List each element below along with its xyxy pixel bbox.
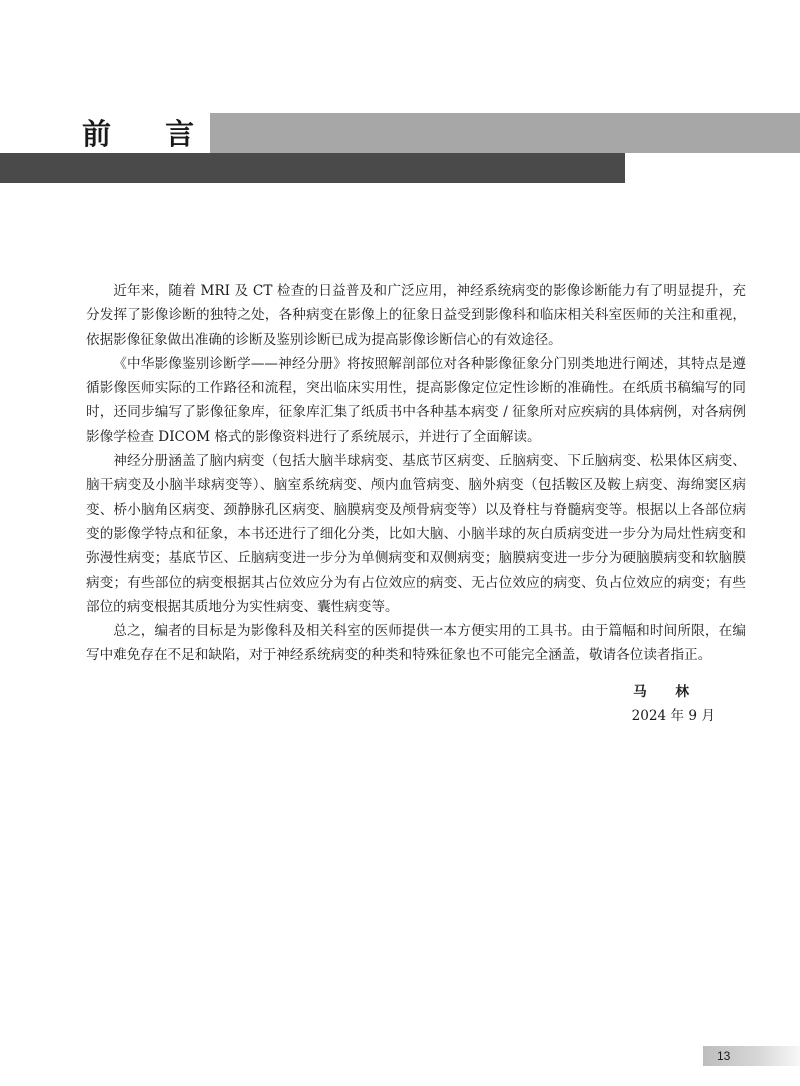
page-title: 前 言 (82, 117, 217, 151)
header-gray-band (210, 113, 800, 153)
paragraph-1: 近年来，随着 MRI 及 CT 检查的日益普及和广泛应用，神经系统病变的影像诊断能力有了明显提升，充分发挥了影像诊断的独特之处，各种病变在影像上的征象日益受到影像科和临床相关科室医师的关注和重视，依据影像征象做出准确的诊断及鉴别诊断已成为提高影像诊断信心的有效途径。 (86, 283, 746, 348)
page-number: 13 (717, 1049, 731, 1063)
header-dark-bar (0, 153, 625, 183)
paragraph-4: 总之，编者的目标是为影像科及相关科室的医师提供一本方便实用的工具书。由于篇幅和时间所限，在编写中难免存在不足和缺陷，对于神经系统病变的种类和特殊征象也不可能完全涵盖，敬请各位读者指正。 (86, 623, 746, 664)
author-name: 马 林 (633, 684, 701, 700)
paragraph-2: 《中华影像鉴别诊断学——神经分册》将按照解剖部位对各种影像征象分门别类地进行阐述，其特点是遵循影像医师实际的工作路径和流程，突出临床实用性，提高影像定位定性诊断的准确性。在纸质书稿编写的同时，还同步编写了影像征象库，征象库汇集了纸质书中各种基本病变 / 征象所对应疾病的具体病例，对各病例影像学检查 DICOM 格式的影像资料进行了系统展示，并进行了全面解读。 (86, 355, 746, 445)
preface-body (86, 279, 746, 668)
signature-date: 2024 年 9 月 (631, 708, 715, 724)
paragraph-3: 神经分册涵盖了脑内病变（包括大脑半球病变、基底节区病变、丘脑病变、下丘脑病变、松果体区病变、脑干病变及小脑半球病变等）、脑室系统病变、颅内血管病变、脑外病变（包括鞍区及鞍上病变、海绵窦区病变、桥小脑角区病变、颈静脉孔区病变、脑膜病变及颅骨病变等）以及脊柱与脊髓病变等。根据以上各部位病变的影像学特点和征象，本书还进行了细化分类，比如大脑、小脑半球的灰白质病变进一步分为局灶性病变和弥漫性病变；基底节区、丘脑病变进一步分为单侧病变和双侧病变；脑膜病变进一步分为硬脑膜病变和软脑膜病变；有些部位的病变根据其占位效应分为有占位效应的病变、无占位效应的病变、负占位效应的病变；有些部位的病变根据其质地分为实性病变、囊性病变等。 (86, 453, 746, 615)
signature-block (632, 680, 715, 728)
